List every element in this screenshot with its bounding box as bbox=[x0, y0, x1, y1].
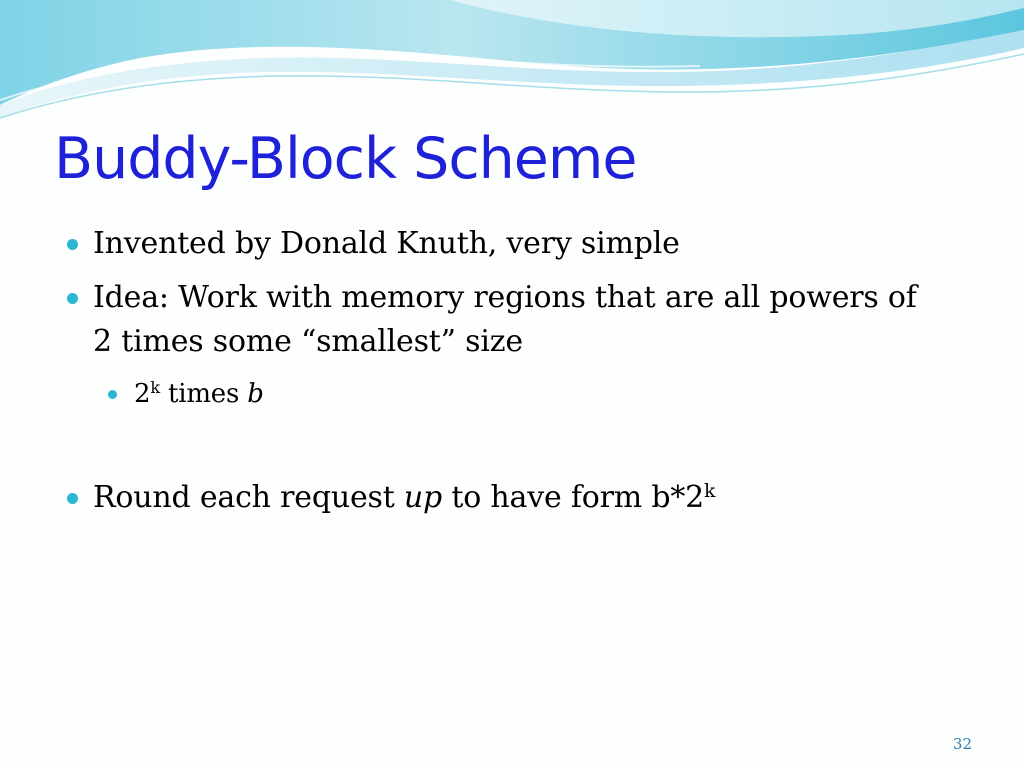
bullet-text: Round each request bbox=[93, 480, 404, 515]
header-wave-decoration bbox=[0, 0, 1024, 130]
bullet-item bbox=[93, 476, 715, 524]
bullet-emphasis: up bbox=[403, 480, 443, 515]
formula-text: times bbox=[159, 379, 248, 409]
bullet-dot-icon bbox=[67, 493, 78, 504]
bullet-item bbox=[93, 276, 917, 364]
bullet-text-line: Idea: Work with memory regions that are all powers of bbox=[93, 280, 917, 315]
bullet-text: to have form b*2 bbox=[442, 480, 705, 515]
slide-title: Buddy-Block Scheme bbox=[54, 126, 637, 192]
page-number: 32 bbox=[952, 735, 972, 753]
formula-base: 2 bbox=[134, 379, 151, 409]
sub-bullet-item bbox=[134, 372, 264, 419]
bullet-text: Invented by Donald Knuth, very simple bbox=[93, 226, 680, 261]
bullet-dot-icon bbox=[108, 390, 117, 399]
bullet-dot-icon bbox=[67, 239, 78, 250]
formula-exponent: k bbox=[150, 378, 160, 398]
bullet-dot-icon bbox=[67, 293, 78, 304]
formula-exponent: k bbox=[704, 480, 716, 502]
formula-variable: b bbox=[247, 379, 264, 409]
bullet-text-line: 2 times some “smallest” size bbox=[93, 324, 523, 359]
bullet-item bbox=[93, 222, 680, 266]
